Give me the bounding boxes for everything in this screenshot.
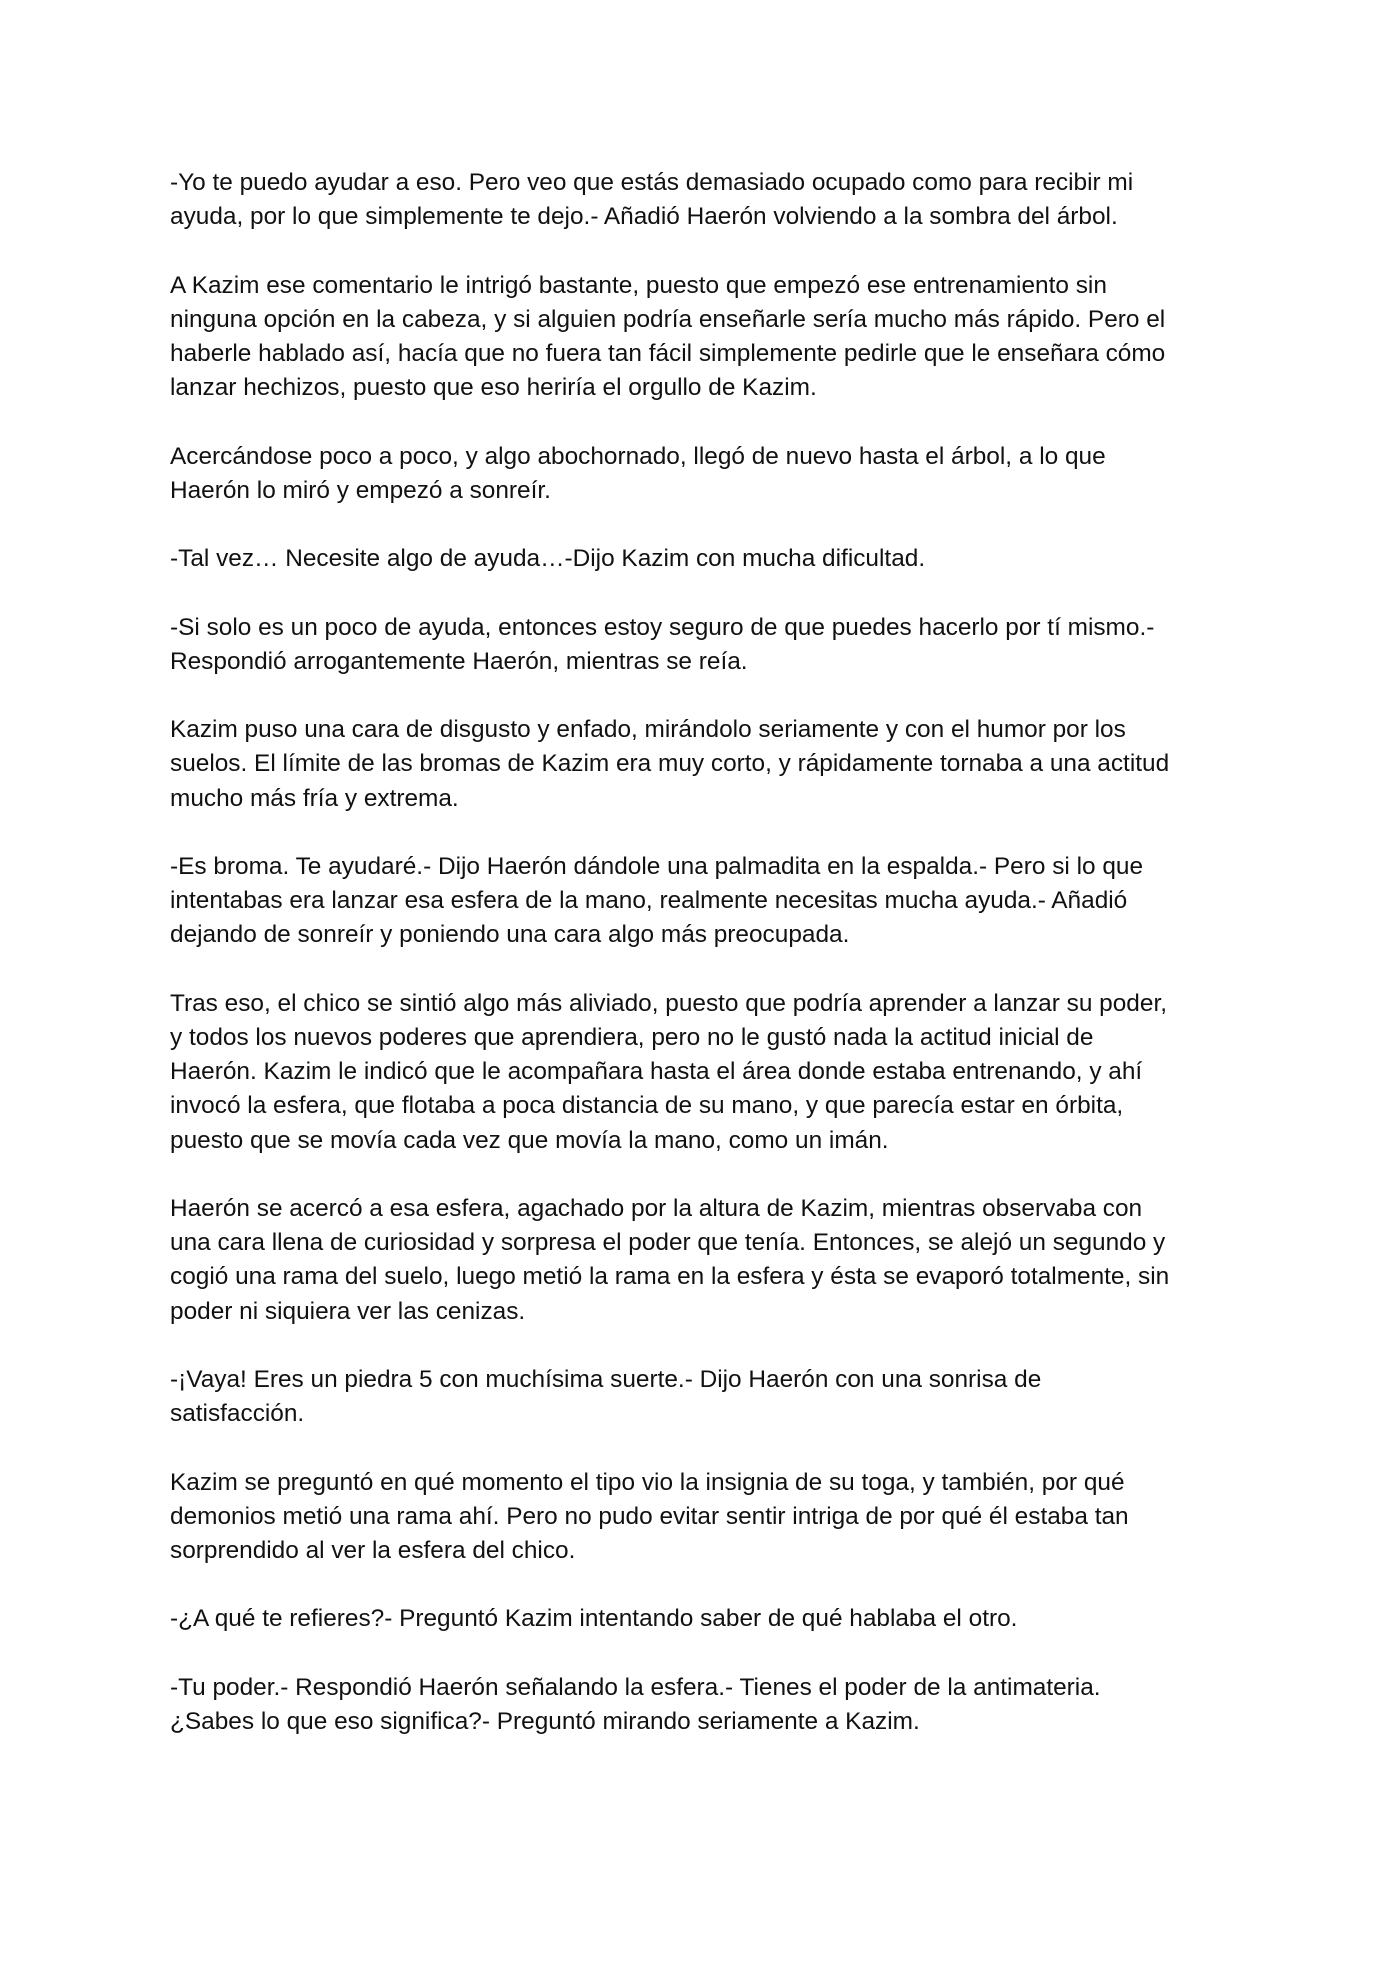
paragraph: -Si solo es un poco de ayuda, entonces estoy seguro de que puedes hacerlo por tí mismo.- Respondió arrogantemente Haerón, mientras se reía. [170,613,1155,675]
paragraph: -Tal vez… Necesite algo de ayuda…-Dijo Kazim con mucha dificultad. [170,545,926,573]
paragraph: -Tu poder.- Respondió Haerón señalando la esfera.- Tienes el poder de la antimateria. ¿Sabes lo que eso significa?- Preguntó mirando seriamente a Kazim. [170,1673,1101,1735]
paragraph: Tras eso, el chico se sintió algo más aliviado, puesto que podría aprender a lanzar su poder, y todos los nuevos poderes que aprendiera, pero no le gustó nada la actitud inicial de Haerón. Kazim le indicó que le acompañara hasta el área donde estaba entrenando, y ahí invocó la esfera, que flotaba a poca distancia de su mano, y que parecía estar en órbita, puesto que se movía cada vez que movía la mano, como un imán. [170,989,1167,1154]
paragraph: -¿A qué te refieres?- Preguntó Kazim intentando saber de qué hablaba el otro. [170,1605,1018,1633]
paragraph: -Yo te puedo ayudar a eso. Pero veo que estás demasiado ocupado como para recibir mi ayuda, por lo que simplemente te dejo.- Añadió Haerón volviendo a la sombra del árbol. [170,169,1134,231]
paragraph: Acercándose poco a poco, y algo abochornado, llegó de nuevo hasta el árbol, a lo que Haerón lo miró y empezó a sonreír. [170,442,1106,504]
document-body [170,166,1240,1773]
paragraph: Kazim puso una cara de disgusto y enfado, mirándolo seriamente y con el humor por los suelos. El límite de las bromas de Kazim era muy corto, y rápidamente tornaba a una actitud mucho más fría y extrema. [170,716,1170,812]
paragraph: A Kazim ese comentario le intrigó bastante, puesto que empezó ese entrenamiento sin ninguna opción en la cabeza, y si alguien podría enseñarle sería mucho más rápido. Pero el haberle hablado así, hacía que no fuera tan fácil simplemente pedirle que le enseñara cómo lanzar hechizos, puesto que eso heriría el orgullo de Kazim. [170,271,1166,402]
paragraph: Kazim se preguntó en qué momento el tipo vio la insignia de su toga, y también, por qué demonios metió una rama ahí. Pero no pudo evitar sentir intriga de por qué él estaba tan sorprendido al ver la esfera del chico. [170,1468,1129,1564]
paragraph: -Es broma. Te ayudaré.- Dijo Haerón dándole una palmadita en la espalda.- Pero si lo que intentabas era lanzar esa esfera de la mano, realmente necesitas mucha ayuda.- Añadió dejando de sonreír y poniendo una cara algo más preocupada. [170,852,1144,949]
paragraph: -¡Vaya! Eres un piedra 5 con muchísima suerte.- Dijo Haerón con una sonrisa de satisfacción. [170,1365,1042,1428]
paragraph: Haerón se acercó a esa esfera, agachado por la altura de Kazim, mientras observaba con una cara llena de curiosidad y sorpresa el poder que tenía. Entonces, se alejó un segundo y cogió una rama del suelo, luego metió la rama en la esfera y ésta se evaporó totalmente, sin poder ni siquiera ver las cenizas. [170,1194,1170,1325]
